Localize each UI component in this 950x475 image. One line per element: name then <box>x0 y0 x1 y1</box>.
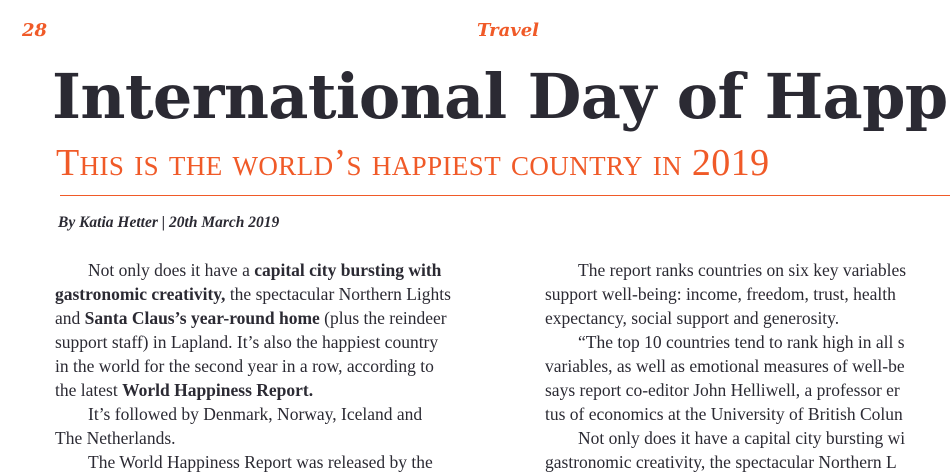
bold-phrase: Santa Claus’s year-round home <box>84 308 320 328</box>
paragraph-line: gastronomic creativity, the spectacular Northern Lights <box>55 284 451 304</box>
paragraph-line: tus of economics at the University of British Colun <box>545 404 903 424</box>
left-column <box>55 258 515 474</box>
page-number: 28 <box>22 20 48 41</box>
bold-phrase: World Happiness Report. <box>122 380 314 400</box>
article-subheadline: This is the world’s happiest country in 2019 <box>56 142 770 184</box>
paragraph-line: and Santa Claus’s year-round home (plus the reindeer <box>55 308 447 328</box>
paragraph-line: gastronomic creativity, the spectacular Northern L <box>545 452 897 472</box>
divider-rule <box>60 195 950 196</box>
article-headline: International Day of Happ <box>52 60 948 133</box>
paragraph-line: in the world for the second year in a row, according to <box>55 356 434 376</box>
paragraph-line: The Netherlands. <box>55 428 176 448</box>
paragraph-line: It’s followed by Denmark, Norway, Iceland and <box>88 404 423 424</box>
paragraph-line: The World Happiness Report was released by the <box>88 452 433 472</box>
paragraph-line: support well-being: income, freedom, trust, health <box>545 284 896 304</box>
article-byline: By Katia Hetter | 20th March 2019 <box>58 214 280 231</box>
paragraph-line: support staff) in Lapland. It’s also the happiest country <box>55 332 439 352</box>
paragraph-line: expectancy, social support and generosity. <box>545 308 840 328</box>
paragraph-line: says report co-editor John Helliwell, a professor er <box>545 380 900 400</box>
paragraph-line: the latest World Happiness Report. <box>55 380 314 400</box>
section-title: Travel <box>477 20 539 41</box>
right-column <box>545 258 950 474</box>
paragraph-line: Not only does it have a capital city bursting wi <box>578 428 906 448</box>
bold-phrase: capital city bursting with <box>254 260 442 280</box>
paragraph-line: variables, as well as emotional measures of well-be <box>545 356 905 376</box>
bold-phrase: gastronomic creativity, <box>55 284 226 304</box>
paragraph-line: “The top 10 countries tend to rank high in all s <box>578 332 905 352</box>
paragraph-line: Not only does it have a capital city bursting with <box>88 260 442 280</box>
paragraph-line: The report ranks countries on six key variables <box>578 260 907 280</box>
